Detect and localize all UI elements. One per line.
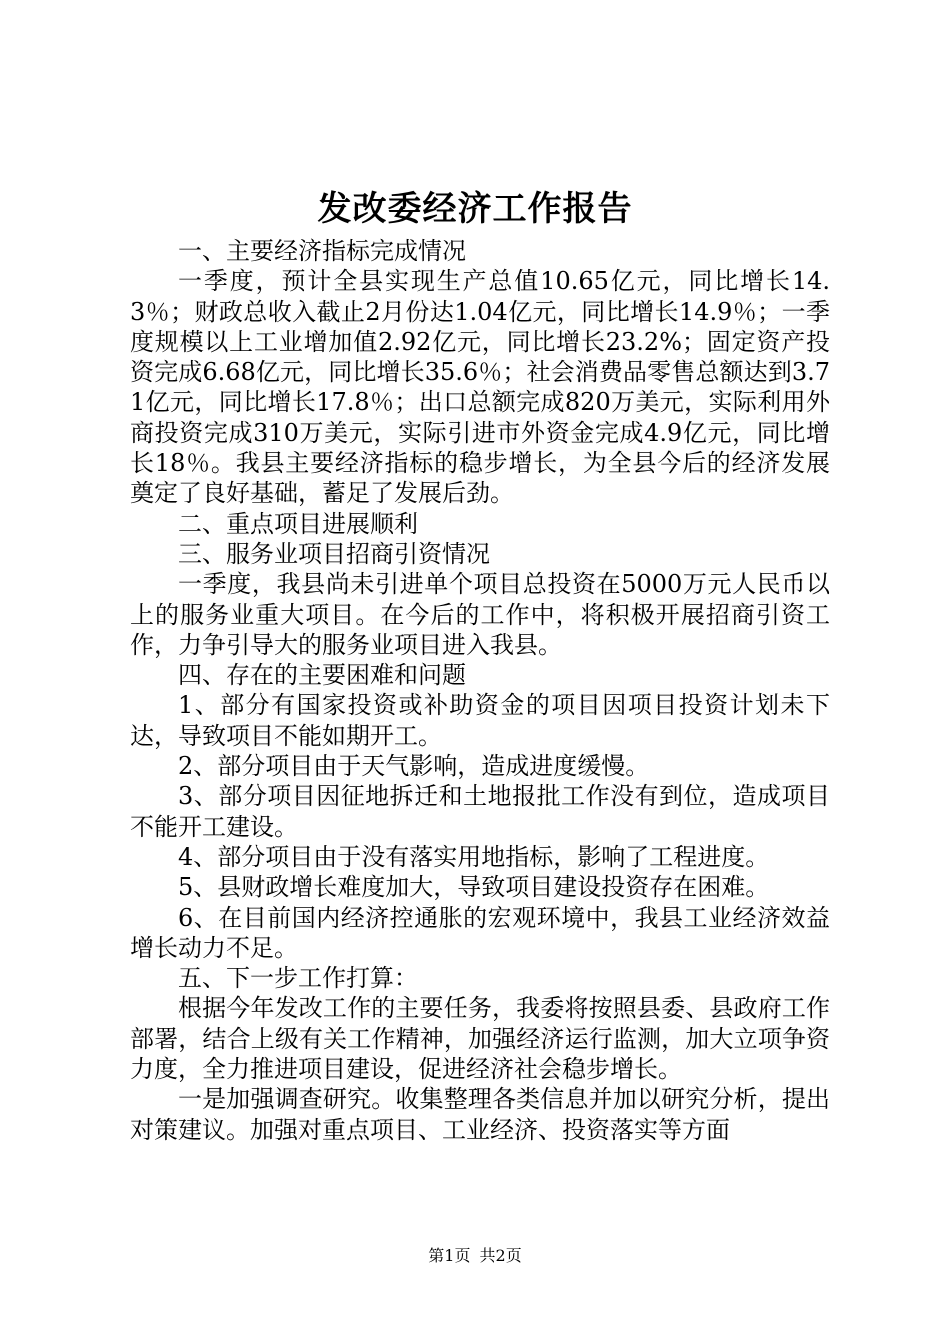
section-heading: 三、服务业项目招商引资情况 bbox=[178, 539, 490, 568]
document-title: 发改委经济工作报告 bbox=[317, 189, 633, 229]
section-heading: 五、下一步工作打算： bbox=[178, 964, 418, 993]
list-item: 6、在目前国内经济控通胀的宏观环境中，我县工业经济效益增长动力不足。 bbox=[130, 903, 830, 962]
list-item: 4、部分项目由于没有落实用地指标，影响了工程进度。 bbox=[178, 842, 770, 871]
document-body bbox=[130, 236, 830, 1145]
list-item: 3、部分项目因征地拆迁和土地报批工作没有到位，造成项目不能开工建设。 bbox=[130, 782, 830, 841]
section-heading: 四、存在的主要困难和问题 bbox=[178, 661, 466, 690]
paragraph: 一季度，我县尚未引进单个项目总投资在5000万元人民币以上的服务业重大项目。在今后的工作中，将积极开展招商引资工作，力争引导大的服务业项目进入我县。 bbox=[130, 570, 830, 659]
page-total: 共2页 bbox=[479, 1246, 522, 1265]
section-heading: 二、重点项目进展顺利 bbox=[178, 509, 418, 538]
list-item: 2、部分项目由于天气影响，造成进度缓慢。 bbox=[178, 752, 650, 781]
paragraph: 根据今年发改工作的主要任务，我委将按照县委、县政府工作部署，结合上级有关工作精神，加强经济运行监测，加大立项争资力度，全力推进项目建设，促进经济社会稳步增长。 bbox=[130, 994, 830, 1084]
page-footer bbox=[0, 1245, 950, 1267]
page-number: 第1页 bbox=[428, 1246, 471, 1265]
paragraph: 一是加强调查研究。收集整理各类信息并加以研究分析，提出对策建议。加强对重点项目、工业经济、投资落实等方面 bbox=[130, 1085, 830, 1144]
list-item: 1、部分有国家投资或补助资金的项目因项目投资计划未下达，导致项目不能如期开工。 bbox=[130, 691, 830, 750]
section-heading: 一、主要经济指标完成情况 bbox=[178, 237, 466, 265]
paragraph: 一季度，预计全县实现生产总值10.65亿元，同比增长14.3％；财政总收入截止2月份达1.04亿元，同比增长14.9％；一季度规模以上工业增加值2.92亿元，同比增长23.2%；固定资产投资完成6.68亿元，同比增长35.6％；社会消费品零售总额达到3.71亿元，同比增长17.8％；出口总额完成820万美元，实际利用外商投资完成310万美元，实际引进市外资金完成4.9亿元，同比增长18％。我县主要经济指标的稳步增长，为全县今后的经济发展奠定了良好基础，蓄足了发展后劲。 bbox=[130, 267, 830, 508]
list-item: 5、县财政增长难度加大，导致项目建设投资存在困难。 bbox=[178, 873, 770, 902]
